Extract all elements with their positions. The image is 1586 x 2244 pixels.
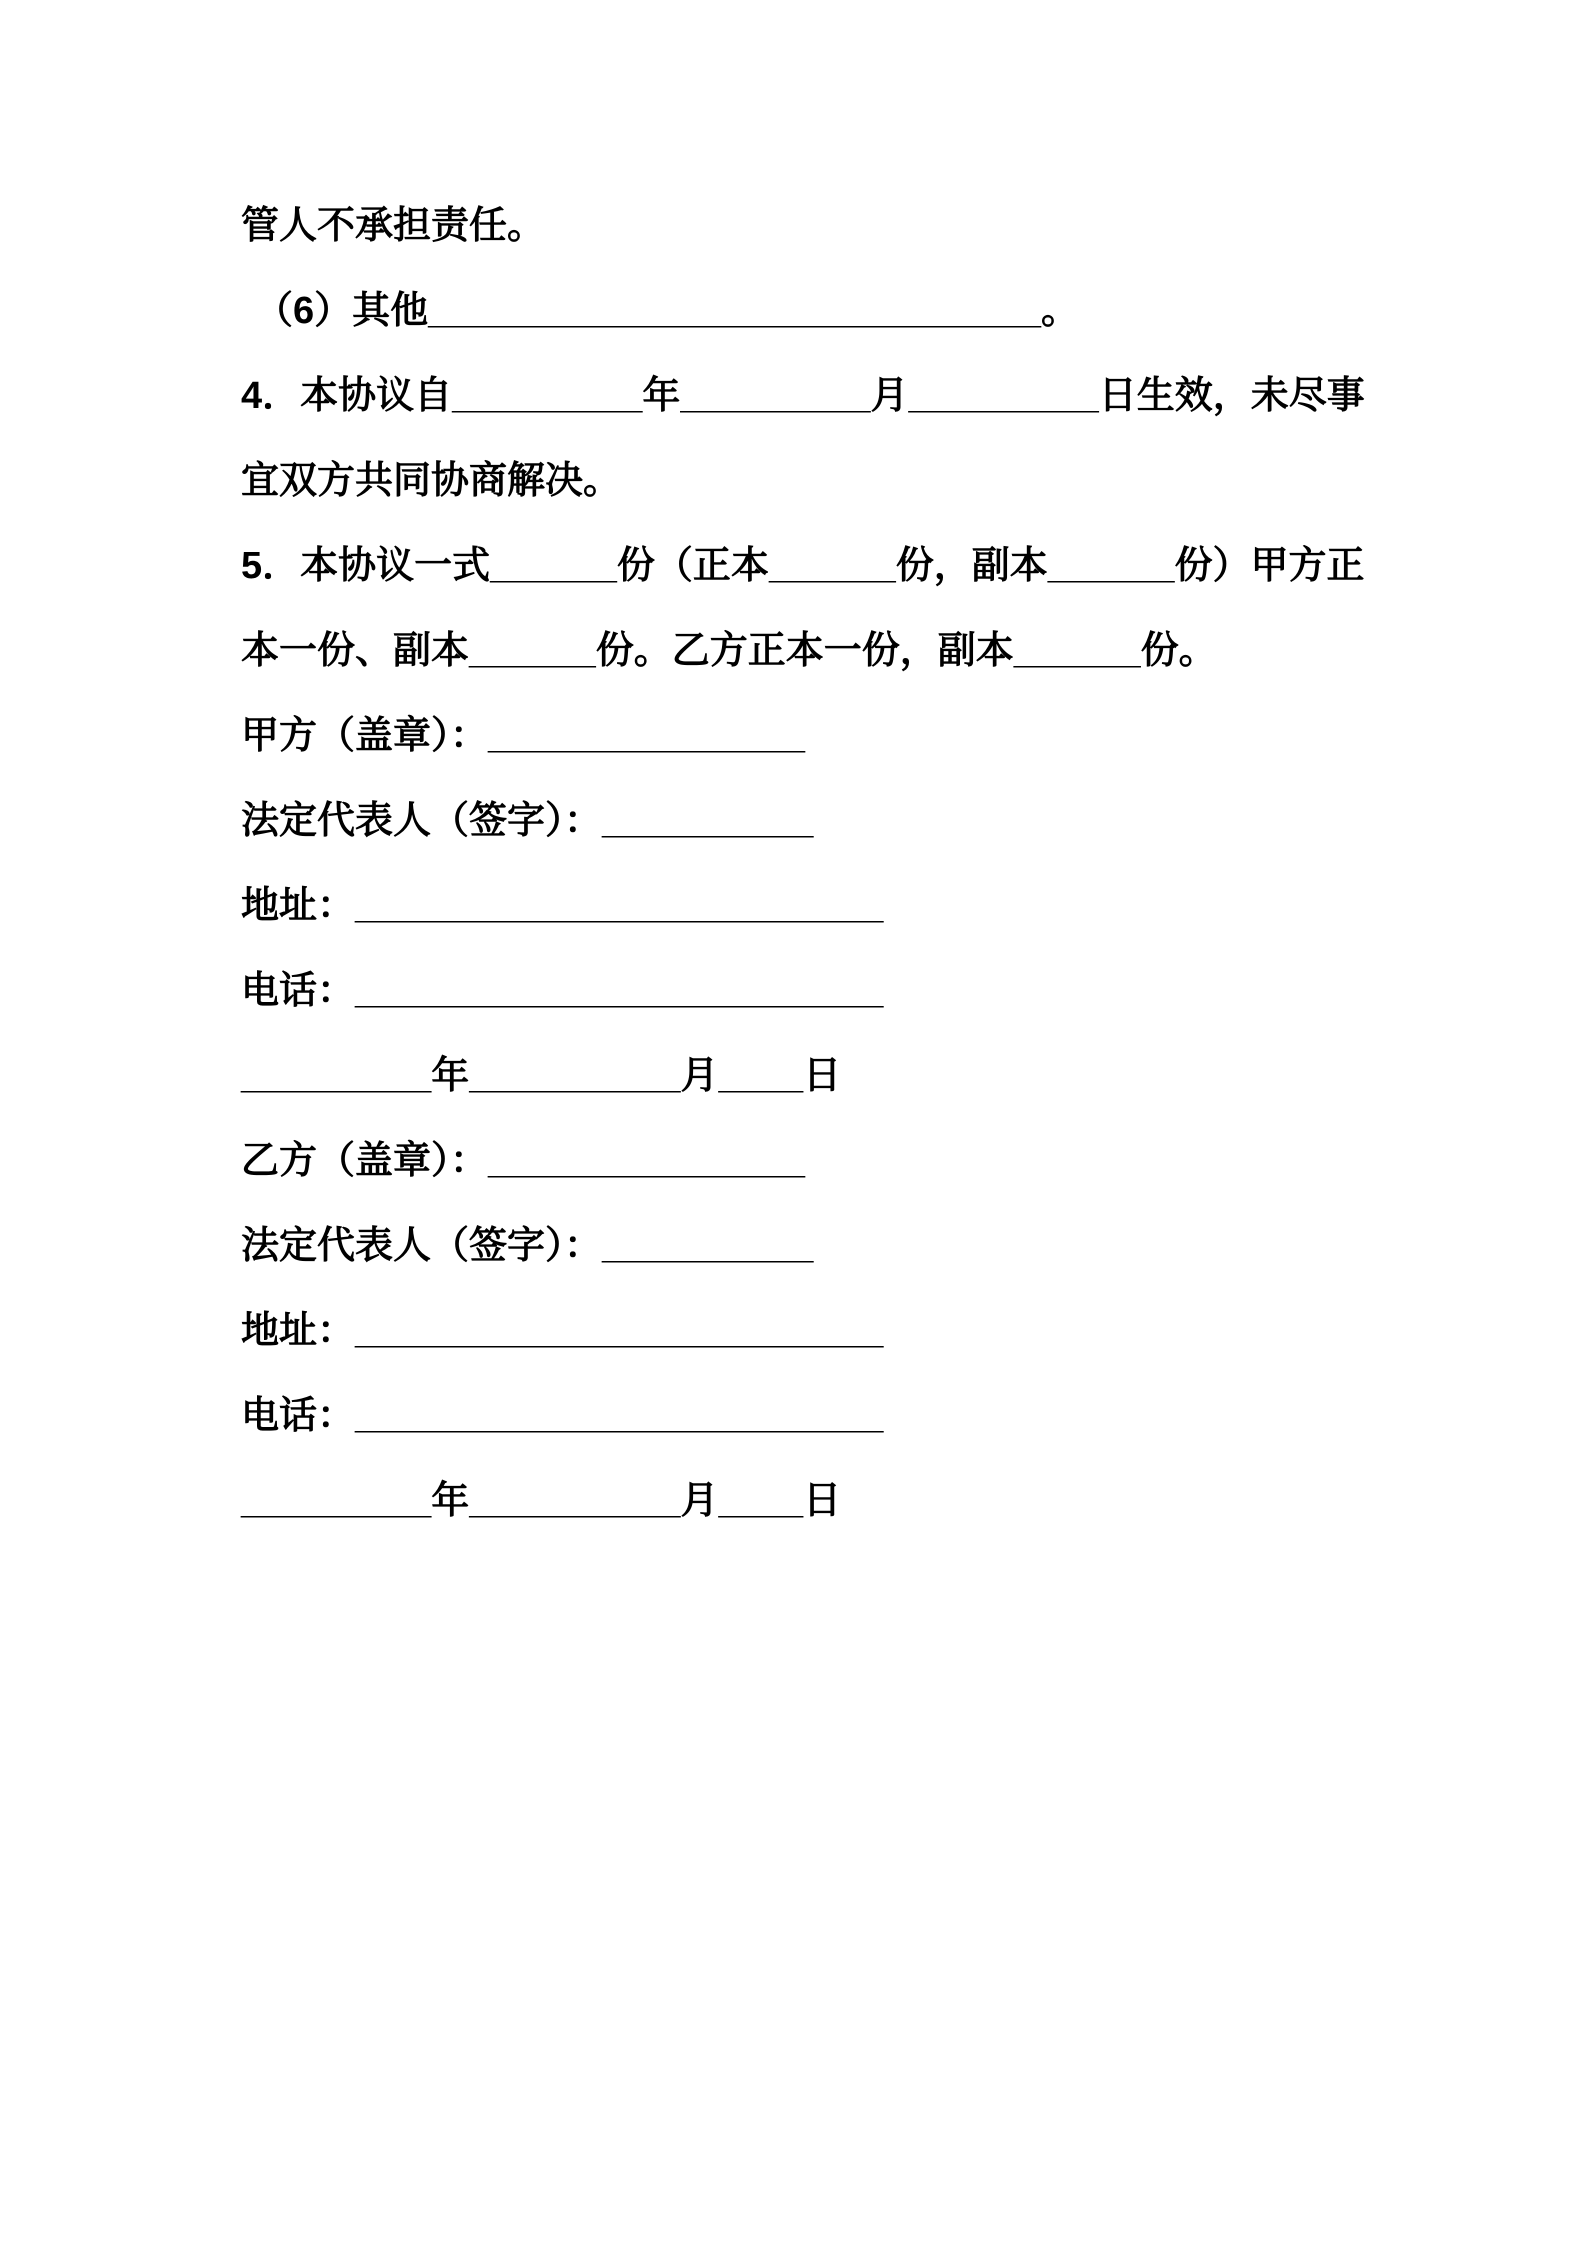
party-b-phone-line: 电话：_________________________ xyxy=(241,1395,884,1437)
party-b-legal-representative-line: 法定代表人（签字）：__________ xyxy=(241,1225,814,1267)
party-a-date-line: _________年__________月____日 xyxy=(241,1055,842,1097)
paragraph-clause-4-effective-date: 4．本协议自_________年_________月_________日生效，未尽事 xyxy=(241,375,1365,417)
party-a-address-line: 地址：_________________________ xyxy=(241,885,884,927)
party-b-address-line: 地址：_________________________ xyxy=(241,1310,884,1352)
paragraph-clause-6-other: （6）其他_____________________________。 xyxy=(255,290,1080,332)
paragraph-clause-5-copies: 5．本协议一式______份（正本______份，副本______份）甲方正 xyxy=(241,545,1365,587)
party-a-legal-representative-line: 法定代表人（签字）：__________ xyxy=(241,800,814,842)
paragraph-clause-5-continuation: 本一份、副本______份。乙方正本一份，副本______份。 xyxy=(241,630,1217,672)
document-content xyxy=(241,184,1461,1544)
party-a-seal-line: 甲方（盖章）：_______________ xyxy=(241,715,806,757)
party-a-phone-line: 电话：_________________________ xyxy=(241,970,884,1012)
party-b-seal-line: 乙方（盖章）：_______________ xyxy=(241,1140,806,1182)
paragraph-clause-4-continuation: 宜双方共同协商解决。 xyxy=(241,460,622,502)
party-b-date-line: _________年__________月____日 xyxy=(241,1480,842,1522)
paragraph-liability-continuation: 管人不承担责任。 xyxy=(241,205,546,247)
